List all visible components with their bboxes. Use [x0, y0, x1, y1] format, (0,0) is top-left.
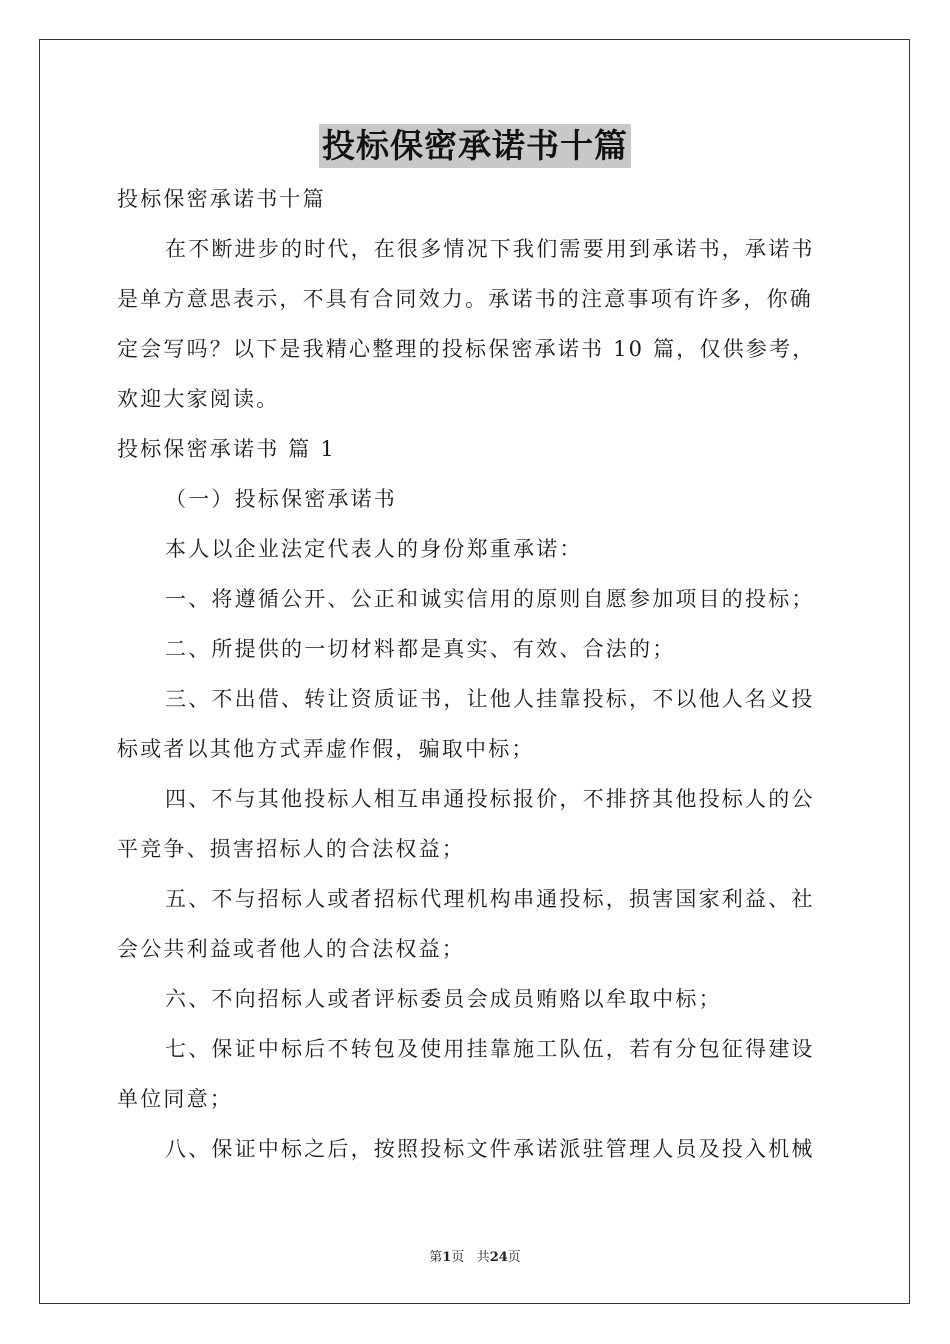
body-line: 在不断进步的时代，在很多情况下我们需要用到承诺书，承诺书 — [165, 237, 815, 261]
body-line: 六、不向招标人或者评标委员会成员贿赂以牟取中标； — [165, 987, 722, 1011]
body-line: 二、所提供的一切材料都是真实、有效、合法的； — [165, 637, 676, 661]
section-heading: 投标保密承诺书 篇 1 — [117, 437, 336, 461]
total-pages: 24 — [489, 1250, 508, 1265]
page-border — [39, 39, 910, 1304]
page-number: 1 — [442, 1250, 452, 1265]
body-line: 三、不出借、转让资质证书，让他人挂靠投标，不以他人名义投 — [165, 687, 815, 711]
total-label-prefix: 共 — [476, 1250, 490, 1265]
subsection-heading: （一）投标保密承诺书 — [165, 487, 397, 511]
body-line: 欢迎大家阅读。 — [117, 387, 280, 411]
body-line: 四、不与其他投标人相互串通投标报价，不排挤其他投标人的公 — [165, 787, 815, 811]
page-footer — [0, 1246, 950, 1265]
body-line: 标或者以其他方式弄虚作假，骗取中标； — [117, 737, 535, 761]
body-line: 会公共利益或者他人的合法权益； — [117, 937, 465, 961]
page-label-prefix: 第 — [429, 1250, 443, 1265]
page-label-suffix: 页 — [451, 1250, 465, 1265]
body-line: 定会写吗？以下是我精心整理的投标保密承诺书 10 篇，仅供参考， — [117, 337, 816, 361]
body-line: 本人以企业法定代表人的身份郑重承诺： — [165, 537, 583, 561]
body-line: 八、保证中标之后，按照投标文件承诺派驻管理人员及投入机械 — [165, 1137, 815, 1161]
body-line: 平竞争、损害招标人的合法权益； — [117, 837, 465, 861]
title-container — [0, 124, 950, 168]
total-label-suffix: 页 — [507, 1250, 521, 1265]
body-line: 一、将遵循公开、公正和诚实信用的原则自愿参加项目的投标； — [165, 587, 815, 611]
body-line: 七、保证中标后不转包及使用挂靠施工队伍，若有分包征得建设 — [165, 1037, 815, 1061]
subtitle-line: 投标保密承诺书十篇 — [117, 187, 326, 211]
body-line: 五、不与招标人或者招标代理机构串通投标，损害国家利益、社 — [165, 887, 815, 911]
body-line: 单位同意； — [117, 1087, 233, 1111]
body-line: 是单方意思表示，不具有合同效力。承诺书的注意事项有许多，你确 — [117, 287, 813, 311]
document-title: 投标保密承诺书十篇 — [319, 124, 631, 168]
